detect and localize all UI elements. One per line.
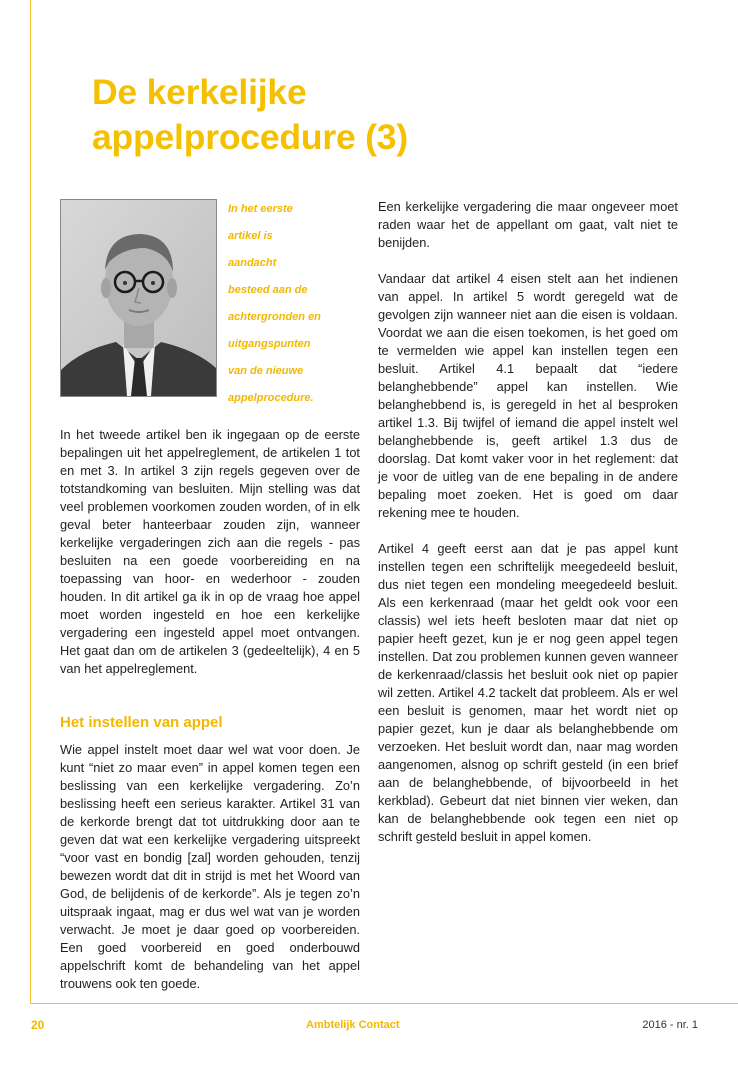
body-paragraph: Vandaar dat artikel 4 eisen stelt aan het indienen van appel. In artikel 5 wordt geregeld wat de gevolgen zijn wanneer niet aan die eisen is voldaan. Voordat we aan die eisen toekomen, is het goed om te vermelden wie appel kan instellen tegen een besluit. Artikel 4.1 bepaalt dat “iedere belanghebbende” appel kan instellen. Wie belanghebbend is, is geregeld in het al besproken artikel 1.3. Bij twijfel of iemand die appel instelt wel belanghebbende is, geeft artikel 1.3 dus de doorslag. Dat komt vaker voor in het reglement: dat je voor de uitleg van de ene bepaling in de andere bepaling moet zoeken. Het is goed om daar rekening mee te houden. xyxy=(378,271,678,520)
article-title-line: De kerkelijke xyxy=(92,72,307,112)
intro-line: appelprocedure. xyxy=(228,392,314,404)
body-paragraph: Artikel 4 geeft eerst aan dat je pas appel kunt instellen tegen een schriftelijk meegedeeld besluit, dus niet tegen een mondeling meegedeeld besluit. Als een kerkenraad (maar het geldt ook voor een classis) wel iets heeft besloten maar dat niet op papier heeft gezet, kun je er nog geen appel tegen instellen. Dat zou problemen kunnen geven wanneer de kerkenraad/classis het besluit ook niet op papier wil zetten. Artikel 4.2 tackelt dat probleem. Als er wel een besluit is genomen, maar het wordt niet op papier gezet, kun je daar als belanghebbende om verzoeken. Het besluit wordt dan, naar mag worden aangenomen, alsnog op schrift gesteld (in een brief aan de belanghebbende, of bijvoorbeeld in het kerkblad). Gebeurt dat niet binnen vier weken, dan kan de belanghebbende ook tegen een niet op schrift gesteld besluit in appel komen. xyxy=(378,541,678,844)
margin-rule-vertical xyxy=(30,0,31,1003)
margin-rule-horizontal xyxy=(30,1003,738,1004)
body-column-left-section xyxy=(60,741,360,993)
issue-label: 2016 - nr. 1 xyxy=(642,1019,698,1031)
intro-line: van de nieuwe xyxy=(228,365,304,377)
publication-name: Ambtelijk Contact xyxy=(306,1019,400,1031)
body-paragraph: In het tweede artikel ben ik ingegaan op de eerste bepalingen uit het appelreglement, de artikelen 1 tot en met 3. In artikel 3 zijn regels gegeven over de totstandkoming van besluiten. Mijn stelling was dat veel problemen voorkomen zouden worden, of in elk geval beter hanteerbaar zouden zijn, wanneer kerkelijke vergaderingen zich aan die regels - pas besluiten na een goede voorbereiding en na toepassing van hoor- en wederhoor - zouden houden. In dit artikel ga ik in op de vraag hoe appel moet worden ingesteld en hoe een kerkelijke vergadering een ingesteld appel moet ontvangen. Het gaat dan om de artikelen 3 (gedeeltelijk), 4 en 5 van het appelreglement. xyxy=(60,427,360,676)
intro-line: achtergronden en xyxy=(228,311,321,323)
intro-line: aandacht xyxy=(228,257,277,269)
section-heading: Het instellen van appel xyxy=(60,714,223,731)
intro-line: besteed aan de xyxy=(228,284,308,296)
body-column-left xyxy=(60,426,360,678)
article-title-line: appelprocedure (3) xyxy=(92,117,408,157)
body-paragraph: Wie appel instelt moet daar wel wat voor doen. Je kunt “niet zo maar even” in appel komen tegen een beslissing van een kerkelijke vergadering. Zo’n beslissing heeft een serieus karakter. Artikel 31 van de kerkorde brengt dat tot uitdrukking door aan te geven dat wat een kerkelijke vergadering uitspreekt “voor vast en bondig [zal] worden gehouden, tenzij bewezen wordt dat dit in strijd is met het Woord van God, de belijdenis of de kerkorde”. Als je tegen zo’n uitspraak ingaat, mag er dus wel wat van je worden verwacht. Je moet je daar goed op voorbereiden. Een goed voorbereid en goed onderbouwd appelschrift komt de behandeling van het appel trouwens ook ten goede. xyxy=(60,742,360,991)
intro-line: artikel is xyxy=(228,230,273,242)
page-number: 20 xyxy=(31,1018,45,1032)
intro-line: In het eerste xyxy=(228,203,293,215)
article-intro xyxy=(228,196,353,412)
intro-line: uitgangspunten xyxy=(228,338,311,350)
article-title xyxy=(92,70,408,160)
author-portrait xyxy=(60,199,217,397)
body-column-right xyxy=(378,198,678,846)
body-paragraph: Een kerkelijke vergadering die maar ongeveer moet raden waar het de appellant om gaat, valt niet te benijden. xyxy=(378,199,678,250)
